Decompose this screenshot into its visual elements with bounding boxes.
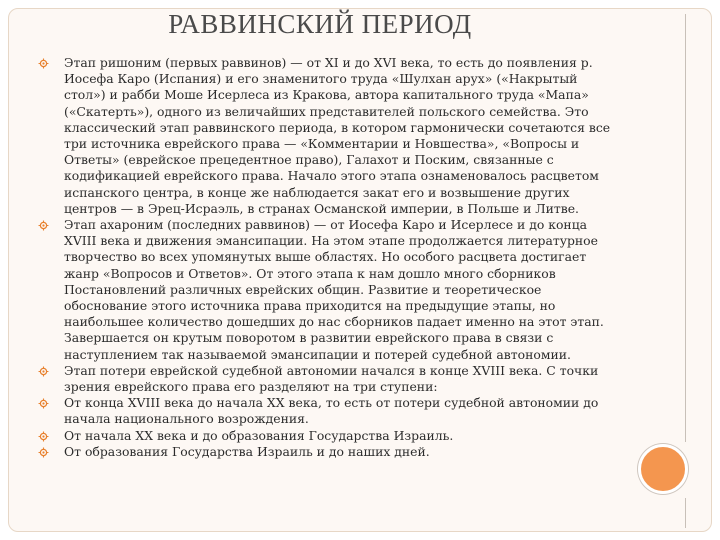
bullet-item-stage-1	[36, 395, 622, 427]
bullet-text: Этап потери еврейской судебной автономии начался в конце XVIII века. С точки зрения еврейского права его разделяют на три ступени:	[64, 362, 599, 395]
fleuron-icon	[38, 58, 49, 69]
bullet-item-rishonim	[36, 55, 622, 217]
fleuron-icon	[38, 366, 49, 377]
bullet-item-autonomy-loss	[36, 363, 622, 395]
bullet-text: Этап ришоним (первых раввинов) — от XI и до XVI века, то есть до появления р. Иосефа Каро (Испания) и его знаменитого труда «Шулхан арух» («Накрытый стол») и рабби Моше Исерлеса из Кракова, автора капитального труда «Мапа» («Скатерть»), одного из величайших представителей польского семейства. Это классический этап раввинского периода, в котором гармонически сочетаются все три источника еврейского права — «Комментарии и Новшества», «Вопросы и Ответы» (еврейское прецедентное право), Галахот и Поским, связанные с кодификацией еврейского права. Начало этого этапа ознаменовалось расцветом испанского центра, в конце же наблюдается закат его и возвышение других центров — в Эрец-Исраэль, в странах Османской империи, в Польше и Литве.	[64, 55, 611, 216]
frame-divider-lower	[685, 498, 686, 528]
bullet-item-acharonim	[36, 217, 622, 363]
accent-circle	[638, 444, 688, 494]
fleuron-icon	[38, 398, 49, 409]
bullet-text: Этап ахароним (последних раввинов) — от Иосефа Каро и Исерлесе и до конца XVIII века и движения эмансипации. На этом этапе продолжается литературное творчество во всех упомянутых выше областях. Но особого расцвета достигает жанр «Вопросов и Ответов». От этого этапа к нам дошло много сборников Постановлений различных еврейских общин. Развитие и теоретическое обоснование этого источника права приходится на предыдущие этапы, но наибольшее количество дошедших до нас сборников падает именно на этот этап. Завершается он крутым поворотом в развитии еврейского права в связи с наступлением так называемой эмансипации и потерей судебной автономии.	[64, 217, 604, 362]
fleuron-icon	[38, 220, 49, 231]
bullet-list	[36, 55, 622, 460]
bullet-item-stage-2	[36, 428, 622, 444]
bullet-text: От начала XX века и до образования Государства Израиль.	[64, 427, 454, 443]
slide-title: РАВВИНСКИЙ ПЕРИОД	[168, 9, 472, 39]
bullet-text: От конца XVIII века до начала XX века, то есть от потери судебной автономии до начала национального возрождения.	[64, 395, 599, 427]
fleuron-icon	[38, 431, 49, 442]
bullet-item-stage-3	[36, 444, 622, 460]
frame-divider-upper	[685, 14, 686, 442]
bullet-text: От образования Государства Израиль и до наших дней.	[64, 443, 430, 459]
fleuron-icon	[38, 447, 49, 458]
